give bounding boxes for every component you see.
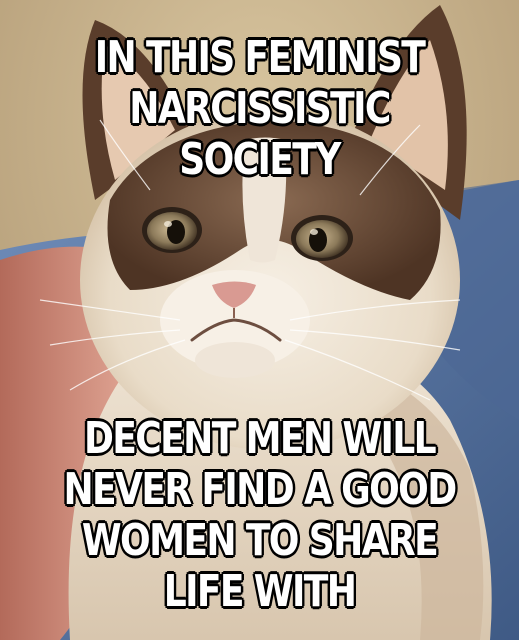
bottom-caption <box>47 413 473 617</box>
bottom-caption-line: NEVER FIND A GOOD <box>63 464 456 515</box>
top-caption-line: SOCIETY <box>179 134 340 185</box>
bottom-caption-line: WOMEN TO SHARE <box>81 515 438 566</box>
bottom-caption-line: DECENT MEN WILL <box>83 413 435 464</box>
top-caption-line: NARCISSISTIC <box>129 83 390 134</box>
top-caption-line: IN THIS FEMINIST <box>94 32 425 83</box>
bottom-caption-line: LIFE WITH <box>163 566 356 617</box>
top-caption <box>47 32 473 185</box>
